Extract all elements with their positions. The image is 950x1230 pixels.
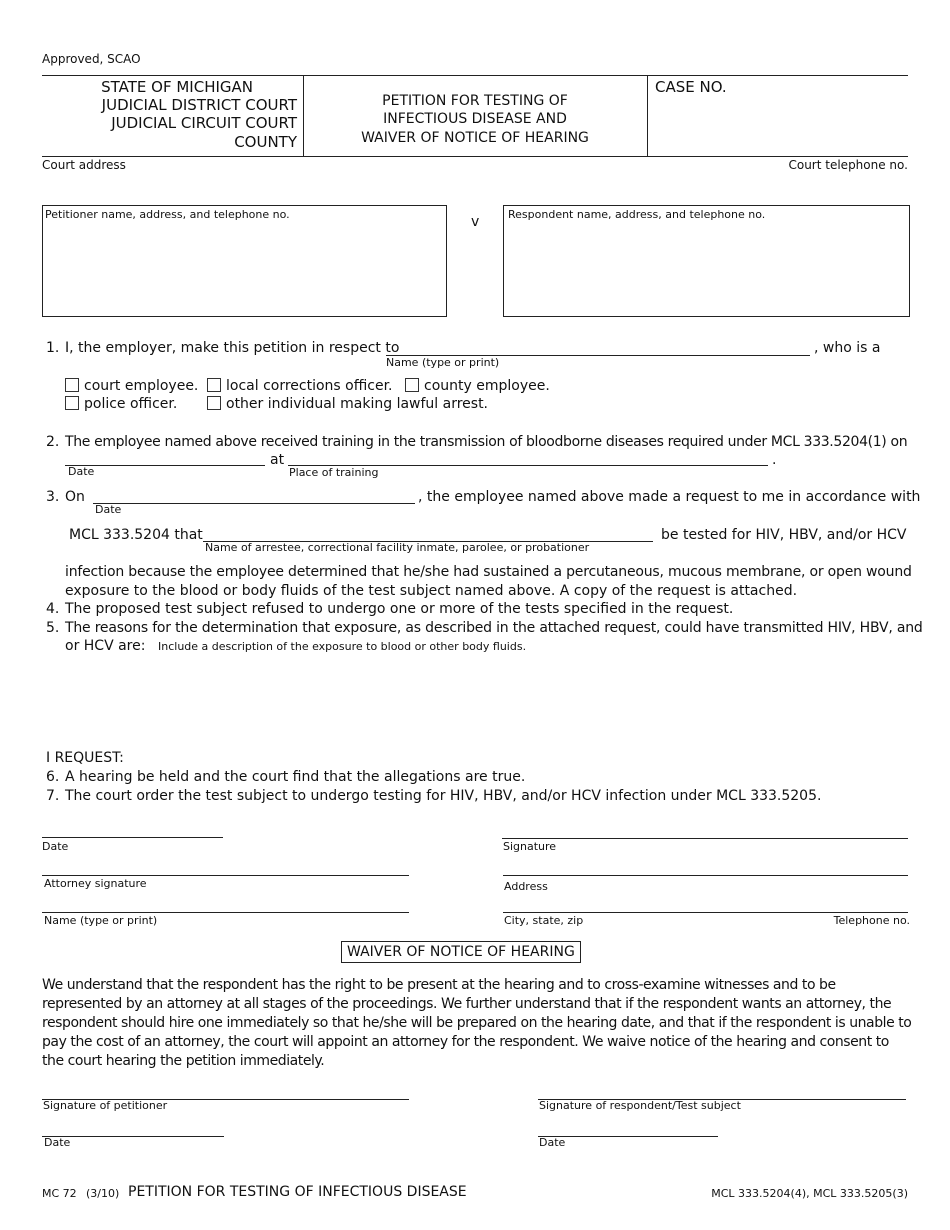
address-caption: Address [504,880,548,893]
court-phone-label: Court telephone no. [788,158,908,172]
state-label: STATE OF MICHIGAN [101,78,253,96]
footer-title: PETITION FOR TESTING OF INFECTIOUS DISEASE [128,1184,467,1200]
item3-text-a: , the employee named above made a request to me in accordance with [418,489,921,505]
item5-text: The reasons for the determination that exposure, as described in the attached request, could have transmitted HIV, HBV, and [65,620,923,636]
item5-hint: Include a description of the exposure to blood or other body fluids. [158,640,527,653]
form-number: MC 72 [42,1187,77,1200]
item3-on: On [65,489,85,505]
checkbox-police-officer[interactable]: police officer. [65,396,177,412]
attorney-signature-field[interactable] [42,875,409,876]
city-state-zip-field[interactable] [503,912,908,913]
form-title-line1: PETITION FOR TESTING OF [382,93,568,109]
item2-place-caption: Place of training [289,466,379,479]
form-revision: (3/10) [86,1187,120,1200]
item7-number: 7. [46,788,60,804]
item6-text: A hearing be held and the court find that the allegations are true. [65,769,526,785]
item2-number: 2. [46,434,60,450]
item5-number: 5. [46,620,60,636]
item2-date-field[interactable] [65,465,265,466]
waiver-body: We understand that the respondent has the right to be present at the hearing and to cross-examine witnesses and to be represented by an attorney at all stages of the proceedings. We further understand that if the respondent wants an attorney, the respondent should hire one immediately so that he/she will be prepared on the hearing date, and that if the respondent is unable to pay the cost of an attorney, the court will appoint an attorney for the respondent. We waive notice of the hearing and consent to the court hearing the petition immediately. [42,977,912,1069]
item2-period: . [772,452,777,468]
item1-number: 1. [46,340,60,356]
item3-line1: infection because the employee determined that he/she had sustained a percutaneous, mucous membrane, or open wound [65,564,912,580]
checkbox-icon[interactable] [207,378,221,392]
attorney-signature-caption: Attorney signature [44,877,147,890]
respondent-date-caption: Date [539,1136,566,1149]
circuit-court-label: JUDICIAL CIRCUIT COURT [111,114,297,132]
petitioner-date-caption: Date [44,1136,71,1149]
item3-date-caption: Date [95,503,122,516]
district-court-label: JUDICIAL DISTRICT COURT [101,96,297,114]
item3-name-caption: Name of arrestee, correctional facility inmate, parolee, or probationer [205,541,590,554]
form-title-line2: INFECTIOUS DISEASE AND [383,111,567,127]
petitioner-label: Petitioner name, address, and telephone no. [45,208,290,221]
name-print-field[interactable] [42,912,409,913]
item3-mcl-that: MCL 333.5204 that [69,527,203,543]
header-bottom-rule [42,156,908,157]
address-field[interactable] [503,875,908,876]
item3-date-field[interactable] [93,503,415,504]
header-top-rule [42,75,908,76]
item5-text2: or HCV are: [65,638,146,654]
checkbox-icon[interactable] [405,378,419,392]
item3-number: 3. [46,489,60,505]
respondent-box[interactable] [503,205,910,317]
signature-field[interactable] [502,838,908,839]
item2-date-caption: Date [68,465,95,478]
county-label: COUNTY [234,133,297,151]
telephone-caption: Telephone no. [833,914,910,927]
form-title-line3: WAIVER OF NOTICE OF HEARING [361,130,589,146]
checkbox-local-corrections[interactable]: local corrections officer. [207,378,393,394]
item3-tested: be tested for HIV, HBV, and/or HCV [661,527,907,543]
approved-label: Approved, SCAO [42,52,141,66]
checkbox-icon[interactable] [65,378,79,392]
item2-text: The employee named above received training in the transmission of bloodborne diseases required under MCL 333.5204(1) on [65,434,908,450]
respondent-label: Respondent name, address, and telephone no. [508,208,766,221]
item1-text: I, the employer, make this petition in respect to [65,340,400,356]
request-heading: I REQUEST: [46,750,124,766]
petitioner-signature-caption: Signature of petitioner [43,1099,168,1112]
checkbox-court-employee[interactable]: court employee. [65,378,198,394]
item7-text: The court order the test subject to undergo testing for HIV, HBV, and/or HCV infection under MCL 333.5205. [65,788,822,804]
item6-number: 6. [46,769,60,785]
city-state-zip-caption: City, state, zip [504,914,584,927]
footer-mcl: MCL 333.5204(4), MCL 333.5205(3) [711,1187,908,1200]
item5-description-area[interactable] [65,660,908,740]
header-divider-right [647,75,648,156]
waiver-title: WAIVER OF NOTICE OF HEARING [341,941,581,963]
item4-text: The proposed test subject refused to undergo one or more of the tests specified in the request. [65,601,734,617]
date-caption: Date [42,840,69,853]
name-print-caption: Name (type or print) [44,914,158,927]
item2-at: at [270,452,285,468]
item4-number: 4. [46,601,60,617]
item1-name-caption: Name (type or print) [386,356,500,369]
versus-label: v [471,214,480,230]
petitioner-box[interactable] [42,205,447,317]
date-field[interactable] [42,837,223,838]
item1-suffix: , who is a [814,340,881,356]
checkbox-icon[interactable] [65,396,79,410]
checkbox-icon[interactable] [207,396,221,410]
item3-line2: exposure to the blood or body fluids of the test subject named above. A copy of the request is attached. [65,583,798,599]
court-address-label: Court address [42,158,126,172]
case-no-label: CASE NO. [655,78,727,96]
checkbox-county-employee[interactable]: county employee. [405,378,550,394]
checkbox-other-individual[interactable]: other individual making lawful arrest. [207,396,488,412]
respondent-signature-caption: Signature of respondent/Test subject [539,1099,741,1112]
signature-caption: Signature [503,840,557,853]
